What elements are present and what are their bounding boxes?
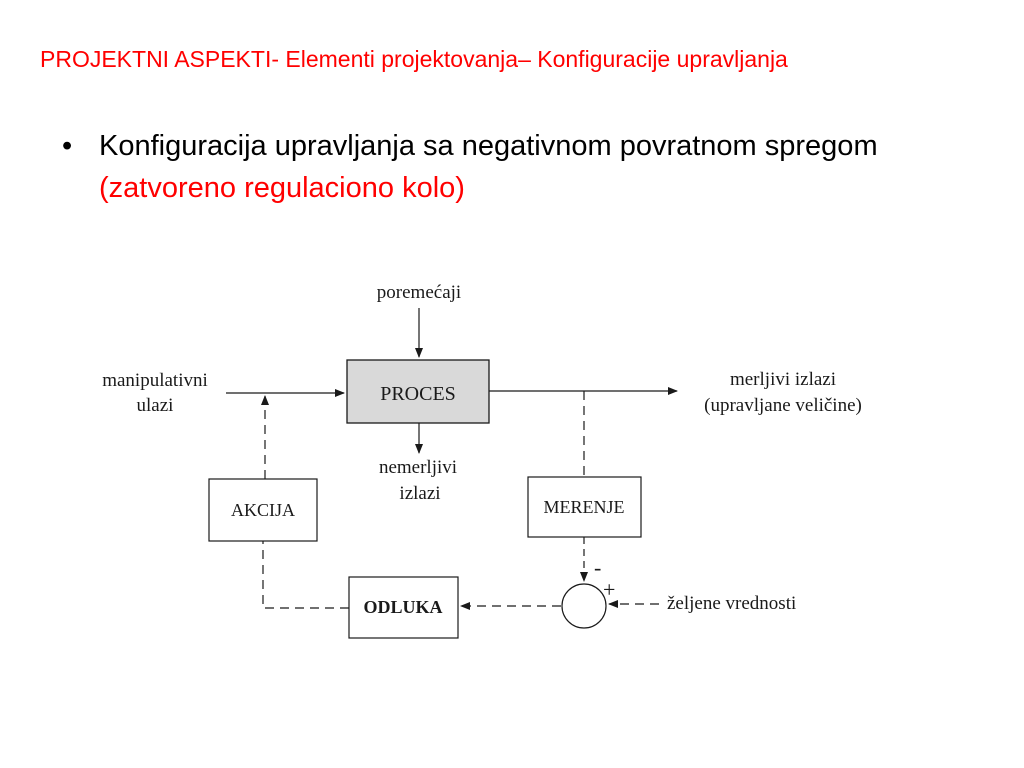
setpoint-label: željene vrednosti <box>667 593 797 614</box>
feedback-decision-to-action <box>263 541 349 608</box>
bullet-text-highlight: (zatvoreno regulaciono kolo) <box>99 172 465 204</box>
decision-label: ODLUKA <box>363 597 443 617</box>
bullet-text-main: Konfiguracija upravljanja sa negativnom povratnom spregom <box>99 130 878 162</box>
unmeasured-label-line2: izlazi <box>399 483 441 504</box>
output-label-line2: (upravljane veličine) <box>704 395 862 416</box>
comparator-minus: - <box>594 555 602 580</box>
unmeasured-label-line1: nemerljivi <box>378 457 458 478</box>
input-label-line2: ulazi <box>136 395 174 416</box>
comparator-plus: + <box>603 577 616 602</box>
measure-label: MERENJE <box>543 497 625 517</box>
process-label: PROCES <box>380 383 456 405</box>
disturbance-label: poremećaji <box>376 282 462 303</box>
comparator-circle <box>562 584 606 628</box>
action-label: AKCIJA <box>230 500 296 520</box>
slide-title: PROJEKTNI ASPEKTI- Elementi projektovanja– Konfiguracije upravljanja <box>40 46 788 72</box>
input-label-line1: manipulativni <box>102 370 208 391</box>
output-label-line1: merljivi izlazi <box>729 369 837 390</box>
bullet-marker: • <box>62 130 73 162</box>
